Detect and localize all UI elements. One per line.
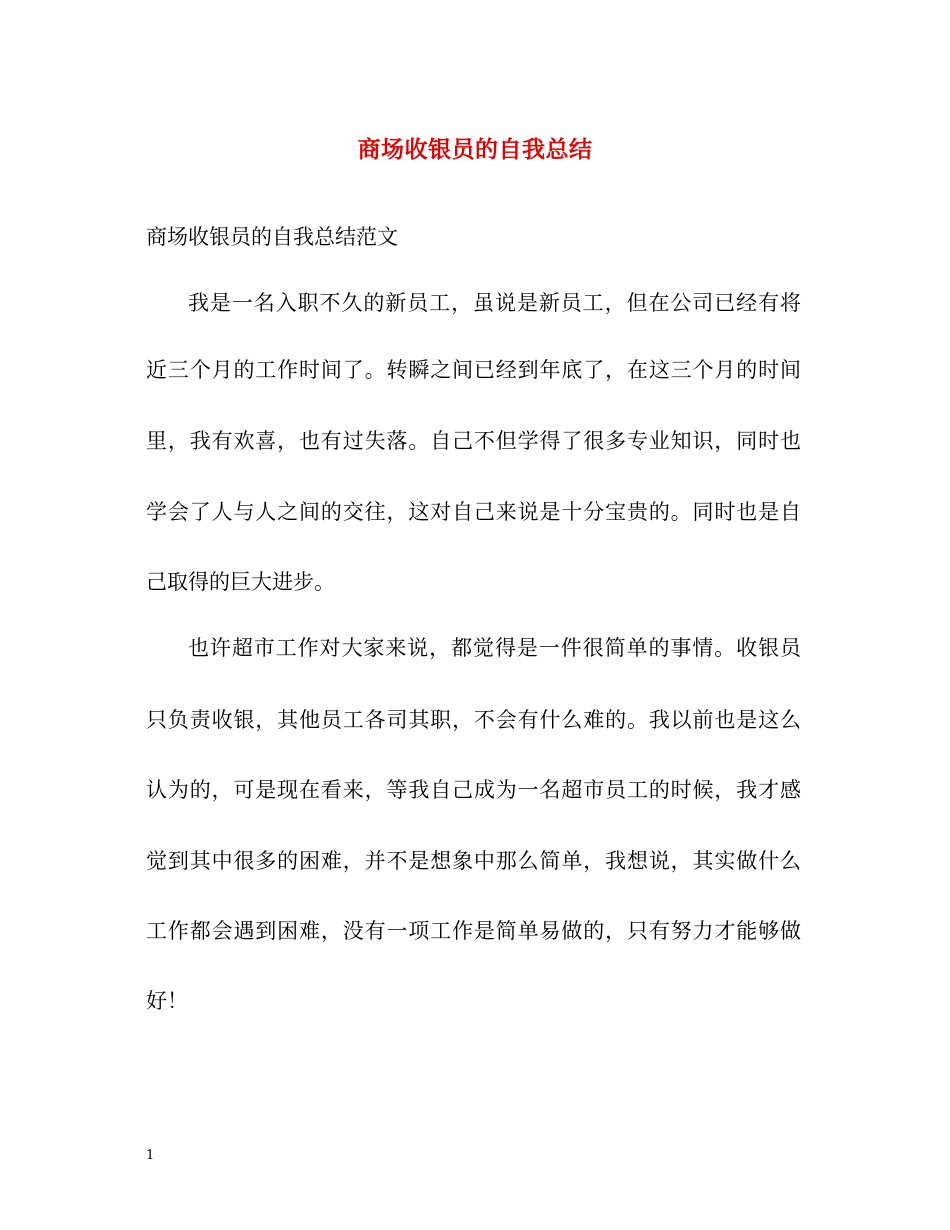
paragraph-1-line-5: 己取得的巨大进步。 bbox=[146, 570, 335, 594]
paragraph-1-line-4: 学会了人与人之间的交往，这对自己来说是十分宝贵的。同时也是自 bbox=[146, 500, 801, 524]
paragraph-2-line-2: 只负责收银，其他员工各司其职，不会有什么难的。我以前也是这么 bbox=[146, 708, 801, 732]
page-number: 1 bbox=[146, 1148, 155, 1163]
paragraph-1-line-3: 里，我有欢喜，也有过失落。自己不但学得了很多专业知识，同时也 bbox=[146, 429, 801, 453]
document-subtitle: 商场收银员的自我总结范文 bbox=[146, 225, 398, 249]
paragraph-2-line-5: 工作都会遇到困难，没有一项工作是简单易做的，只有努力才能够做 bbox=[146, 919, 801, 943]
paragraph-2-line-3: 认为的，可是现在看来，等我自己成为一名超市员工的时候，我才感 bbox=[146, 778, 801, 802]
paragraph-2-line-6: 好！ bbox=[146, 989, 188, 1013]
paragraph-1-line-1: 我是一名入职不久的新员工，虽说是新员工，但在公司已经有将 bbox=[188, 291, 801, 315]
paragraph-2-line-4: 觉到其中很多的困难，并不是想象中那么简单，我想说，其实做什么 bbox=[146, 849, 801, 873]
document-title: 商场收银员的自我总结 bbox=[357, 136, 593, 163]
paragraph-2-line-1: 也许超市工作对大家来说，都觉得是一件很简单的事情。收银员 bbox=[188, 636, 801, 660]
paragraph-1-line-2: 近三个月的工作时间了。转瞬之间已经到年底了，在这三个月的时间 bbox=[146, 358, 801, 382]
